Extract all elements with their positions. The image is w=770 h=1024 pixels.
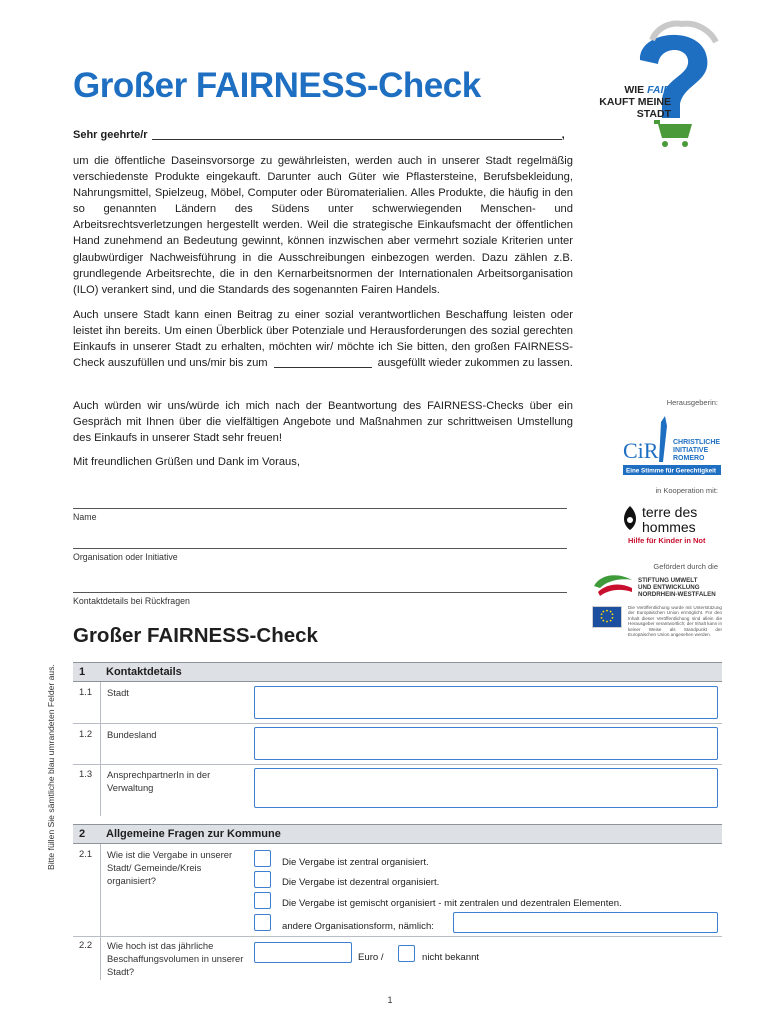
row-divider [73, 764, 722, 765]
cooperation-label: in Kooperation mit: [655, 486, 718, 495]
q-1-1-label: Stadt [107, 687, 129, 698]
svg-text:NORDRHEIN-WESTFALEN: NORDRHEIN-WESTFALEN [638, 591, 716, 598]
form-title: Großer FAIRNESS-Check [73, 624, 318, 647]
svg-text:Eine Stimme für Gerechtigkeit: Eine Stimme für Gerechtigkeit [626, 467, 716, 475]
svg-text:terre des: terre des [642, 504, 698, 520]
column-divider [100, 682, 101, 816]
state-input[interactable] [254, 727, 718, 760]
option-central-checkbox[interactable] [254, 850, 271, 867]
q-1-2-number: 1.2 [79, 728, 93, 739]
q-2-2-number: 2.2 [79, 939, 93, 950]
contact-line[interactable] [73, 592, 567, 593]
salutation: Sehr geehrte/r , [73, 129, 565, 141]
q-2-1-number: 2.1 [79, 848, 93, 859]
option-decentral-label: Die Vergabe ist dezentral organisiert. [282, 877, 440, 888]
recipient-blank[interactable] [152, 139, 562, 140]
q-1-3-label: AnsprechpartnerIn in der Verwaltung [107, 769, 211, 793]
organisation-line[interactable] [73, 548, 567, 549]
q-1-2-label: Bundesland [107, 729, 157, 740]
city-input[interactable] [254, 686, 718, 719]
volume-unknown-checkbox[interactable] [398, 945, 415, 962]
letter-paragraph-2: Auch unsere Stadt kann einen Beitrag zu einer sozial verantwortlichen Beschaffung leisten oder leistet ihn bereits. Um einen Überblick über Potenziale und Herausforderungen des sozial gerechten Einkaufs in unserer Stadt zu erhalten, möchten wir/ möchte ich Sie bitten, den großen FAIRNESS-Check auszufüllen und uns/mir bis zum ausgefüllt wieder zukommen zu lassen. [73, 309, 573, 370]
q-2-1-label: Wie ist die Vergabe in unserer Stadt/ Gemeinde/Kreis organisiert? [107, 849, 233, 886]
organisation-label: Organisation oder Initiative [73, 552, 178, 562]
option-other-checkbox[interactable] [254, 914, 271, 931]
svg-text:INITIATIVE: INITIATIVE [673, 447, 709, 454]
letter-paragraph-3: Auch würden wir uns/würde ich mich nach der Beantwortung des FAIRNESS-Checks über ein Gespräch mit Ihnen über die vielfältigen Angebote und Maßnahmen zur schrittweisen Umstellung des Einkaufs in unserer Stadt sehr freuen! [73, 400, 573, 445]
contact-label: Kontaktdetails bei Rückfragen [73, 596, 190, 606]
svg-text:hommes: hommes [642, 519, 696, 535]
option-mixed-label: Die Vergabe ist gemischt organisiert - mit zentralen und dezentralen Elementen. [282, 898, 622, 909]
funded-label: Gefördert durch die [653, 562, 718, 571]
eu-flag-icon [592, 606, 622, 628]
svg-text:Hilfe für Kinder in Not: Hilfe für Kinder in Not [628, 536, 706, 545]
svg-text:STIFTUNG UMWELT: STIFTUNG UMWELT [638, 577, 698, 584]
publisher-label: Herausgeberin: [666, 398, 718, 407]
fill-instruction: Bitte füllen Sie sämtliche blau umrandeten Felder aus. [46, 664, 56, 870]
row-divider [73, 936, 722, 937]
q-1-1-number: 1.1 [79, 686, 93, 697]
euro-unit-label: Euro / [358, 952, 384, 963]
section-1-header: 1 Kontaktdetails [73, 662, 722, 682]
letter-closing: Mit freundlichen Grüßen und Dank im Voraus, [73, 456, 300, 468]
terre-des-hommes-logo [620, 500, 720, 546]
svg-text:CiR: CiR [623, 438, 659, 463]
svg-text:ROMERO: ROMERO [673, 455, 705, 462]
option-mixed-checkbox[interactable] [254, 892, 271, 909]
cir-romero-logo [621, 412, 721, 476]
page-number: 1 [387, 995, 393, 1005]
q-1-3-number: 1.3 [79, 768, 93, 779]
deadline-blank[interactable] [274, 358, 372, 368]
other-organisation-input[interactable] [453, 912, 718, 933]
option-decentral-checkbox[interactable] [254, 871, 271, 888]
page-title: Großer FAIRNESS-Check [73, 66, 481, 105]
volume-unknown-label: nicht bekannt [422, 952, 480, 963]
stiftung-umwelt-logo [592, 570, 722, 600]
contact-person-input[interactable] [254, 768, 718, 808]
svg-text:UND ENTWICKLUNG: UND ENTWICKLUNG [638, 584, 700, 591]
section-2-header: 2 Allgemeine Fragen zur Kommune [73, 824, 722, 844]
logo-text: WIE FAIR KAUFT MEINE STADT [599, 84, 671, 120]
name-line[interactable] [73, 508, 567, 509]
svg-text:CHRISTLICHE: CHRISTLICHE [673, 439, 721, 446]
letter-paragraph-1: um die öffentliche Daseinsvorsorge zu gewährleisten, werden auch in unserer Stadt regelmäßig verschiedenste Produkte eingekauft. Darunter auch Güter wie Pflastersteine, Berufsbekleidung, Nahrungsmittel, Spielzeug, Möbel, Computer oder Büromaterialien. Alles Produkte, die häufig in den so genannten Ländern des Südens unter schwerwiegenden Menschen- und Arbeitsrechtsverletzungen hergestellt werden. Weil die strategische Einkaufsmacht der öffentlichen Hand zunehmend an Bedeutung gewinnt, können inzwischen aber vermehrt soziale Kriterien unter glaubwürdiger Nachweisführung in die Ausschreibungen einbezogen werden. Dazu zählen z.B. grundlegende Arbeitsrechte, die in den Kernarbeitsnormen der Internationalen Arbeitsorganisation (ILO) verankert sind, und die Standards des sogenannten Fairen Handels. [73, 155, 573, 296]
option-central-label: Die Vergabe ist zentral organisiert. [282, 857, 429, 868]
option-other-label: andere Organisationsform, nämlich: [282, 921, 434, 932]
volume-input[interactable] [254, 942, 352, 963]
row-divider [73, 723, 722, 724]
column-divider [100, 844, 101, 980]
q-2-2-label: Wie hoch ist das jährliche Beschaffungsvolumen in unserer Stadt? [107, 940, 244, 977]
name-label: Name [73, 512, 97, 522]
eu-disclaimer: Die Veröffentlichung wurde mit Unterstützung der Europäischen Union ermöglicht. Für den Inhalt dieser Veröffentlichung sind allein die Herausgeber verantwortlich; der Inhalt kann in keiner Weise als Standpunkt der Europäischen Union angesehen werden. [628, 605, 722, 638]
